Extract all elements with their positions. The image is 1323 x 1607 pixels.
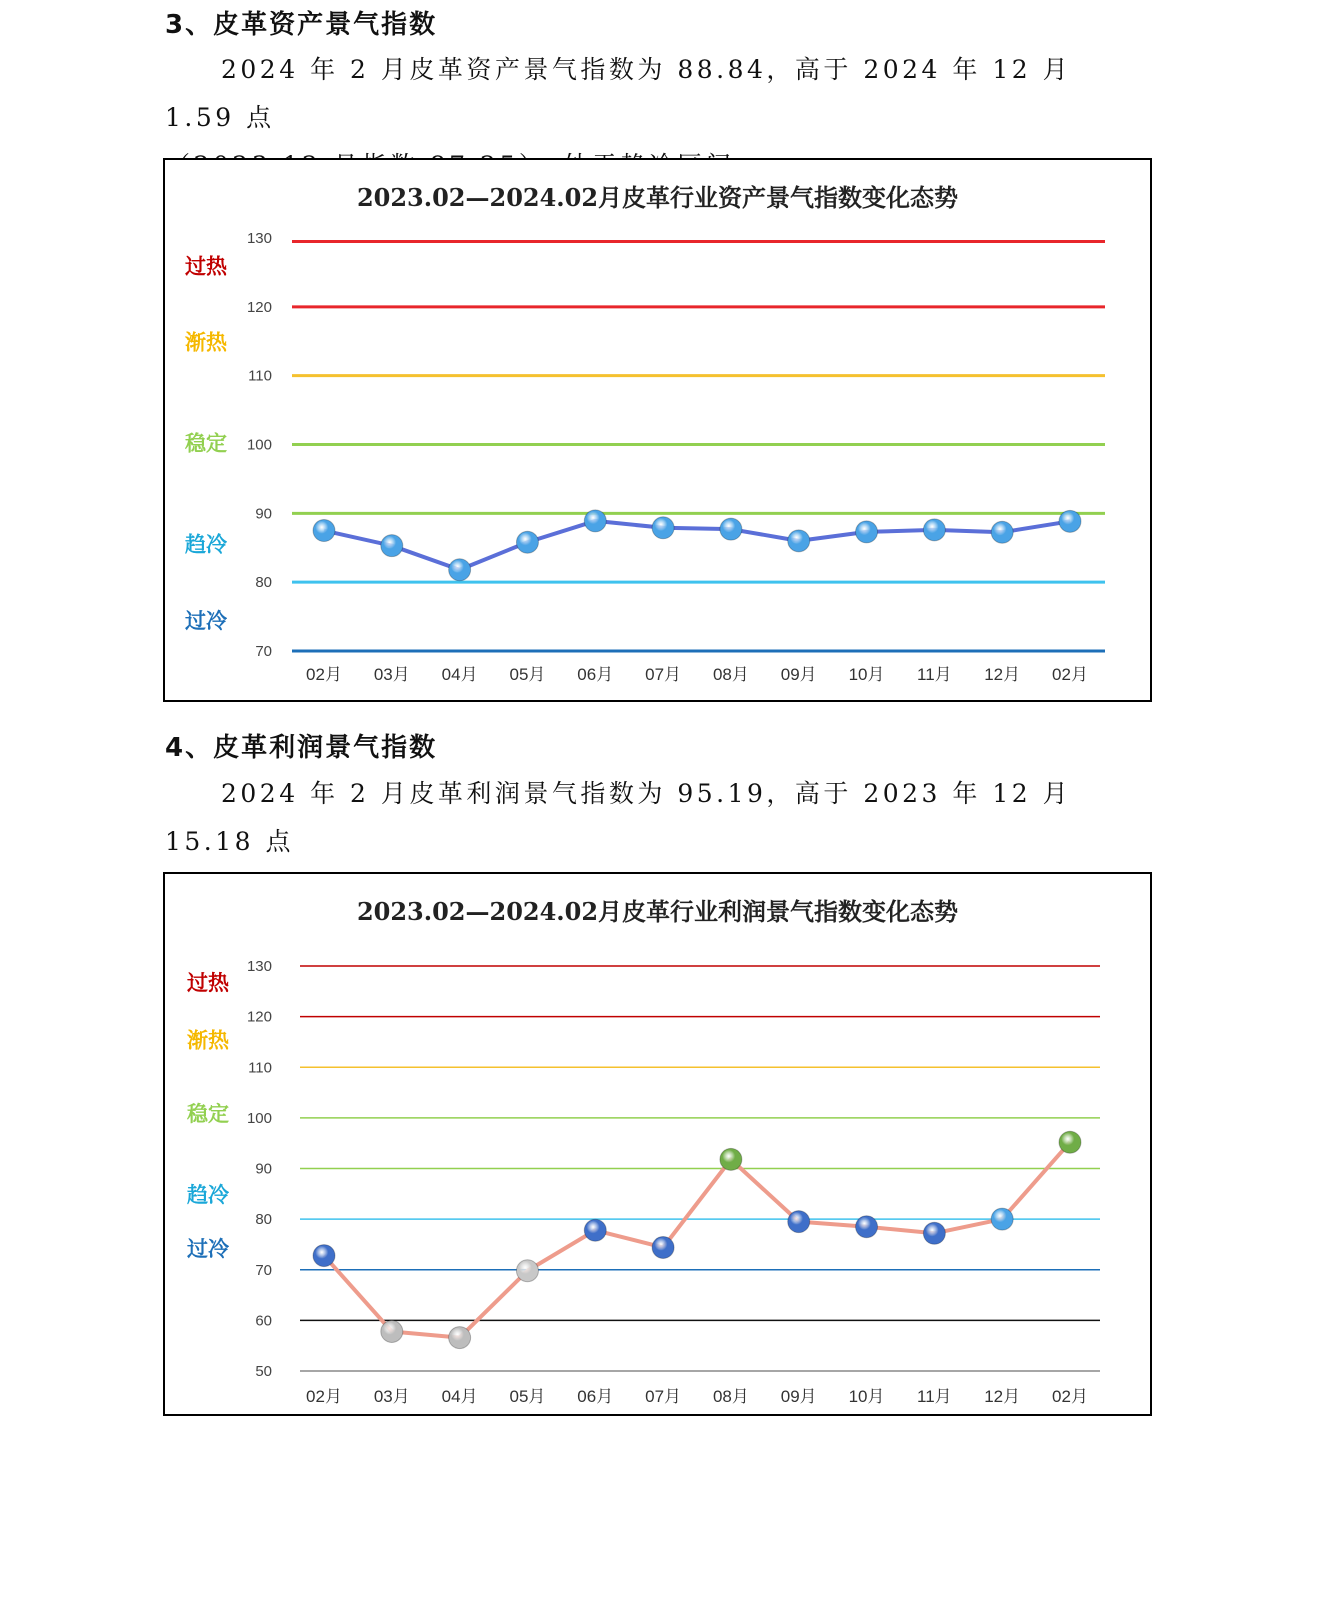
x-tick-label: 09月 bbox=[780, 1387, 817, 1406]
x-tick-label: 07月 bbox=[645, 665, 682, 684]
chart-title: 2023.02—2024.02月皮革行业资产景气指数变化态势 bbox=[356, 183, 959, 212]
data-point bbox=[856, 1216, 878, 1238]
x-tick-label: 02月 bbox=[306, 665, 342, 684]
x-tick-label: 11月 bbox=[917, 665, 952, 684]
data-point bbox=[381, 1321, 403, 1343]
data-point bbox=[720, 1148, 742, 1170]
x-tick-label: 04月 bbox=[441, 665, 478, 684]
y-tick-label: 130 bbox=[246, 958, 272, 975]
y-tick-label: 60 bbox=[255, 1312, 272, 1330]
data-point bbox=[449, 1327, 471, 1349]
asset-index-plot bbox=[165, 160, 1150, 700]
x-tick-label: 07月 bbox=[645, 1387, 682, 1406]
zone-label: 趋冷 bbox=[185, 532, 227, 557]
profit-index-plot bbox=[165, 874, 1150, 1414]
x-tick-label: 09月 bbox=[780, 665, 817, 684]
zone-label: 稳定 bbox=[185, 431, 227, 456]
y-tick-label: 50 bbox=[255, 1363, 272, 1380]
zone-label: 过冷 bbox=[185, 609, 227, 634]
section-3-line-1: 2024 年 2 月皮革资产景气指数为 88.84，高于 2024 年 12 月 1.59 点 bbox=[165, 55, 1072, 132]
data-point bbox=[991, 1208, 1013, 1230]
x-tick-label: 10月 bbox=[848, 1387, 885, 1406]
data-point bbox=[856, 521, 878, 543]
data-point bbox=[313, 1245, 335, 1267]
y-tick-label: 130 bbox=[246, 230, 272, 247]
data-point bbox=[1059, 1131, 1081, 1153]
chart-title: 2023.02—2024.02月皮革行业利润景气指数变化态势 bbox=[356, 897, 959, 926]
y-tick-label: 90 bbox=[255, 1160, 272, 1178]
series-line bbox=[324, 521, 1070, 570]
x-tick-label: 02月 bbox=[1052, 665, 1088, 684]
x-tick-label: 04月 bbox=[441, 1387, 478, 1406]
data-point bbox=[652, 1236, 674, 1258]
x-tick-label: 03月 bbox=[373, 1387, 410, 1406]
data-point bbox=[584, 510, 606, 532]
x-tick-label: 02月 bbox=[1052, 1387, 1088, 1406]
zone-label: 渐热 bbox=[187, 1028, 229, 1053]
zone-label: 过热 bbox=[185, 254, 227, 279]
data-point bbox=[381, 535, 403, 557]
x-tick-label: 03月 bbox=[373, 665, 410, 684]
zone-label: 过热 bbox=[187, 971, 229, 996]
profit-index-chart bbox=[163, 872, 1152, 1416]
zone-label: 渐热 bbox=[185, 330, 227, 355]
data-point bbox=[788, 530, 810, 552]
x-tick-label: 06月 bbox=[577, 665, 614, 684]
section-4-line-1: 2024 年 2 月皮革利润景气指数为 95.19，高于 2023 年 12 月 15.18 点 bbox=[165, 779, 1072, 856]
x-tick-label: 12月 bbox=[984, 665, 1021, 684]
data-point bbox=[923, 519, 945, 541]
data-point bbox=[923, 1222, 945, 1244]
y-tick-label: 120 bbox=[246, 1008, 272, 1026]
y-tick-label: 110 bbox=[248, 1059, 272, 1077]
series-line bbox=[324, 1142, 1070, 1337]
x-tick-label: 12月 bbox=[984, 1387, 1021, 1406]
y-tick-label: 120 bbox=[246, 298, 272, 316]
y-tick-label: 70 bbox=[255, 643, 272, 660]
zone-label: 稳定 bbox=[187, 1101, 229, 1126]
y-tick-label: 70 bbox=[255, 1261, 272, 1279]
data-point bbox=[788, 1211, 810, 1233]
y-tick-label: 110 bbox=[248, 367, 272, 385]
y-tick-label: 100 bbox=[246, 1109, 272, 1127]
data-point bbox=[516, 1260, 538, 1282]
y-tick-label: 100 bbox=[246, 436, 272, 454]
data-point bbox=[991, 521, 1013, 543]
data-point bbox=[1059, 510, 1081, 532]
x-tick-label: 02月 bbox=[306, 1387, 342, 1406]
zone-label: 过冷 bbox=[187, 1236, 229, 1261]
zone-label: 趋冷 bbox=[187, 1182, 229, 1207]
y-tick-label: 80 bbox=[255, 574, 272, 592]
data-point bbox=[516, 531, 538, 553]
x-tick-label: 08月 bbox=[712, 1387, 749, 1406]
x-tick-label: 11月 bbox=[917, 1387, 952, 1406]
data-point bbox=[584, 1219, 606, 1241]
section-3-heading: 3、皮革资产景气指数 bbox=[165, 10, 438, 40]
x-tick-label: 05月 bbox=[509, 1387, 546, 1406]
asset-index-chart bbox=[163, 158, 1152, 702]
x-tick-label: 05月 bbox=[509, 665, 546, 684]
y-tick-label: 90 bbox=[255, 505, 272, 523]
data-point bbox=[449, 559, 471, 581]
x-tick-label: 10月 bbox=[848, 665, 885, 684]
data-point bbox=[720, 518, 742, 540]
data-point bbox=[313, 520, 335, 542]
data-point bbox=[652, 517, 674, 539]
y-tick-label: 80 bbox=[255, 1211, 272, 1229]
x-tick-label: 08月 bbox=[712, 665, 749, 684]
section-4-heading: 4、皮革利润景气指数 bbox=[165, 733, 438, 763]
x-tick-label: 06月 bbox=[577, 1387, 614, 1406]
